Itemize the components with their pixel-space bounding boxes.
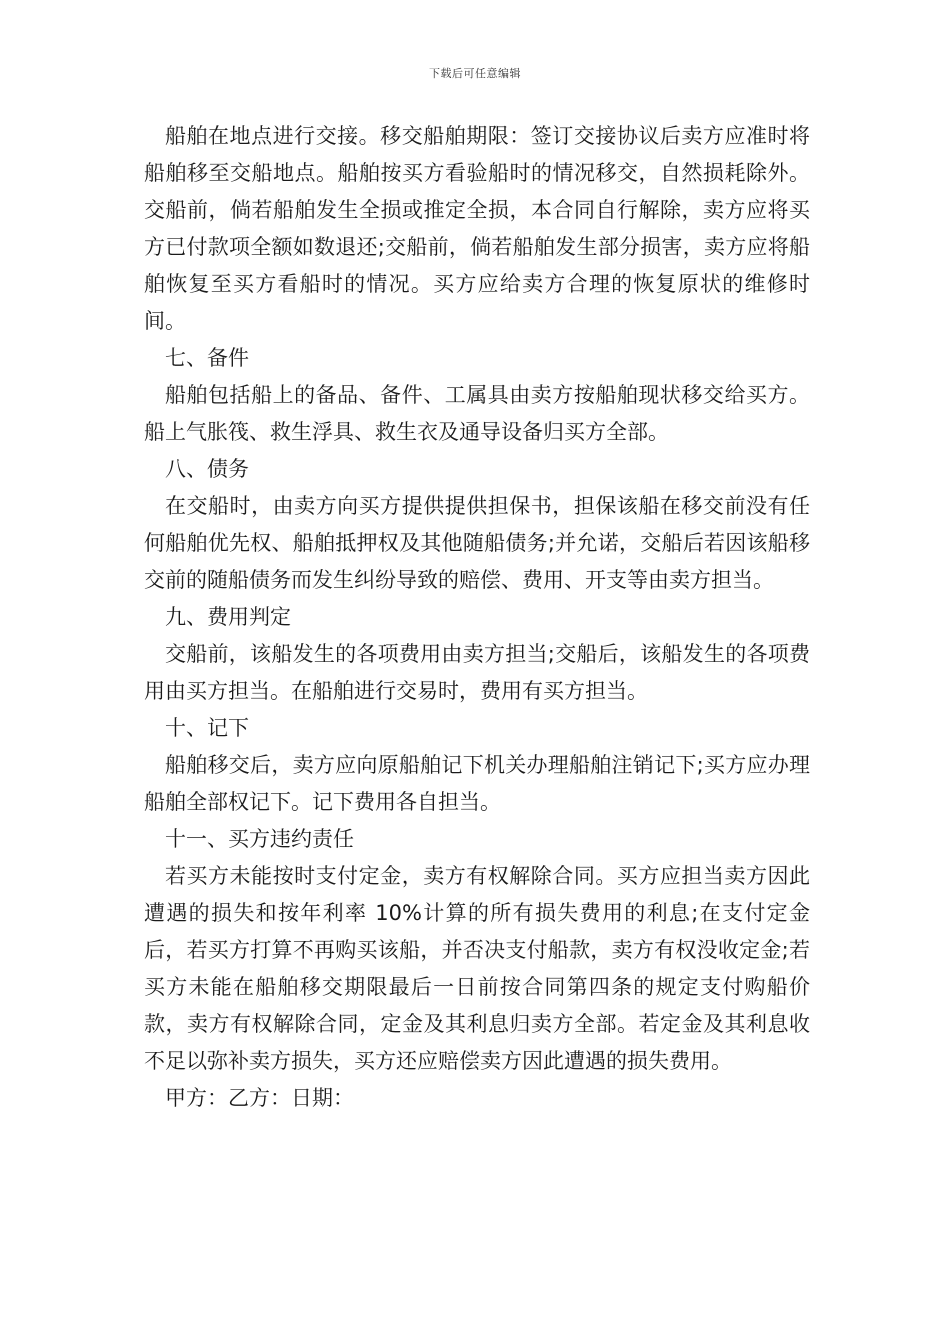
- paragraph-buyer-breach: 若买方未能按时支付定金，卖方有权解除合同。买方应担当卖方因此遭遇的损失和按年利率 10%计算的所有损失费用的利息;在支付定金后，若买方打算不再购买该船，并否决支付船款，卖方有权没收定金;若买方未能在船舶移交期限最后一日前按合同第四条的规定支付购船价款，卖方有权解除合同，定金及其利息归卖方全部。若定金及其利息收不足以弥补卖方损失，买方还应赔偿卖方因此遭遇的损失费用。: [144, 864, 810, 1073]
- paragraph-spare-parts: 船舶包括船上的备品、备件、工属具由卖方按船舶现状移交给买方。船上气胀筏、救生浮具、救生衣及通导设备归买方全部。: [144, 383, 810, 444]
- document-body: [144, 118, 810, 1117]
- signature-line: 甲方：乙方：日期：: [165, 1086, 354, 1110]
- paragraph-debts: 在交船时，由卖方向买方提供提供担保书，担保该船在移交前没有任何船舶优先权、船舶抵押权及其他随船债务;并允诺，交船后若因该船移交前的随船债务而发生纠纷导致的赔偿、费用、开支等由卖方担当。: [144, 494, 810, 592]
- paragraph-registration: 船舶移交后，卖方应向原船舶记下机关办理船舶注销记下;买方应办理船舶全部权记下。记下费用各自担当。: [144, 753, 810, 814]
- section-heading-debts: 八、债务: [165, 457, 249, 481]
- section-heading-spare-parts: 七、备件: [165, 346, 249, 370]
- section-heading-buyer-breach: 十一、买方违约责任: [165, 827, 354, 851]
- section-heading-registration: 十、记下: [165, 716, 249, 740]
- paragraph-costs: 交船前，该船发生的各项费用由卖方担当;交船后，该船发生的各项费用由买方担当。在船舶进行交易时，费用有买方担当。: [144, 642, 810, 703]
- page-header-note: 下载后可任意编辑: [429, 67, 521, 80]
- section-heading-costs: 九、费用判定: [165, 605, 291, 629]
- paragraph-handover: 船舶在地点进行交接。移交船舶期限：签订交接协议后卖方应准时将船舶移至交船地点。船舶按买方看验船时的情况移交，自然损耗除外。交船前，倘若船舶发生全损或推定全损，本合同自行解除，卖方应将买方已付款项全额如数退还;交船前，倘若船舶发生部分损害，卖方应将船舶恢复至买方看船时的情况。买方应给卖方合理的恢复原状的维修时间。: [144, 124, 810, 333]
